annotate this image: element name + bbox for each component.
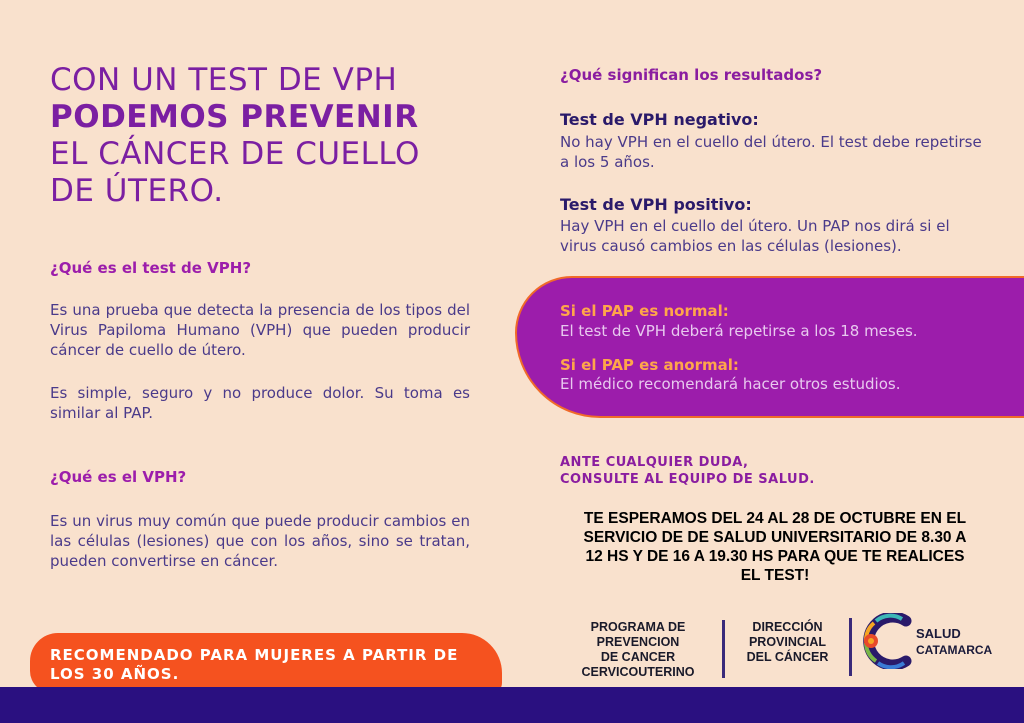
answer-test-vph: Es una prueba que detecta la presencia de los tipos del Virus Papiloma Humano (VPH) que pueden producir cáncer de cuello de útero. [50,301,470,359]
consult-line-2: CONSULTE AL EQUIPO DE SALUD. [560,472,815,487]
event-announcement: TE ESPERAMOS DEL 24 AL 28 DE OCTUBRE EN EL SERVICIO DE DE SALUD UNIVERSITARIO DE 8.30 A 12 HS Y DE 16 A 19.30 HS PARA QUE TE REALICES EL TEST! [583,510,967,584]
org-programa-line-1: PROGRAMA DE [590,620,686,634]
consult-notice [560,454,815,488]
consult-line-1: ANTE CUALQUIER DUDA, [560,455,749,470]
answer-test-simple: Es simple, seguro y no produce dolor. Su toma es similar al PAP. [50,384,470,422]
recommendation-text: RECOMENDADO PARA MUJERES A PARTIR DE LOS 30 AÑOS. [50,646,459,683]
org-direccion [735,620,840,665]
divider-1 [722,620,725,678]
negative-title: Test de VPH negativo: [560,110,759,129]
question-test-vph: ¿Qué es el test de VPH? [50,259,252,277]
org-programa [568,620,708,680]
negative-text: No hay VPH en el cuello del útero. El test debe repetirse a los 5 años. [560,133,982,171]
headline-line-2: PODEMOS PREVENIR [50,99,419,135]
divider-2 [849,618,852,676]
org-direccion-line-1: DIRECCIÓN [752,620,823,634]
org-direccion-line-2: PROVINCIAL [748,635,827,649]
positive-title: Test de VPH positivo: [560,195,752,214]
org-direccion-line-3: DEL CÁNCER [746,650,829,664]
positive-text: Hay VPH en el cuello del útero. Un PAP nos dirá si el virus causó cambios en las células (lesiones). [560,217,950,255]
headline-line-1: CON UN TEST DE VPH [50,62,398,98]
org-programa-line-3: DE CANCER [600,650,676,664]
answer-vph: Es un virus muy común que puede producir cambios en las células (lesiones) que con los años, sino se tratan, pueden convertirse en cáncer. [50,512,470,570]
org-programa-line-4: CERVICOUTERINO [581,665,695,679]
headline-line-3: EL CÁNCER DE CUELLO [50,136,420,172]
catamarca-label: CATAMARCA [916,643,993,657]
salud-label: SALUD [916,626,961,641]
question-resultados: ¿Qué significan los resultados? [560,66,823,84]
salud-catamarca-wordmark [916,625,992,659]
pap-callout [515,276,1024,418]
pap-anormal-title: Si el PAP es anormal: [560,356,739,374]
headline [50,62,490,210]
pap-anormal-text: El médico recomendará hacer otros estudios. [560,375,901,393]
headline-line-4: DE ÚTERO. [50,173,224,209]
salud-catamarca-logo-icon [862,613,912,669]
org-programa-line-2: PREVENCION [596,635,680,649]
question-vph: ¿Qué es el VPH? [50,468,187,486]
pap-normal-text: El test de VPH deberá repetirse a los 18 meses. [560,322,918,340]
pap-normal-title: Si el PAP es normal: [560,302,729,320]
bottom-bar [0,687,1024,723]
